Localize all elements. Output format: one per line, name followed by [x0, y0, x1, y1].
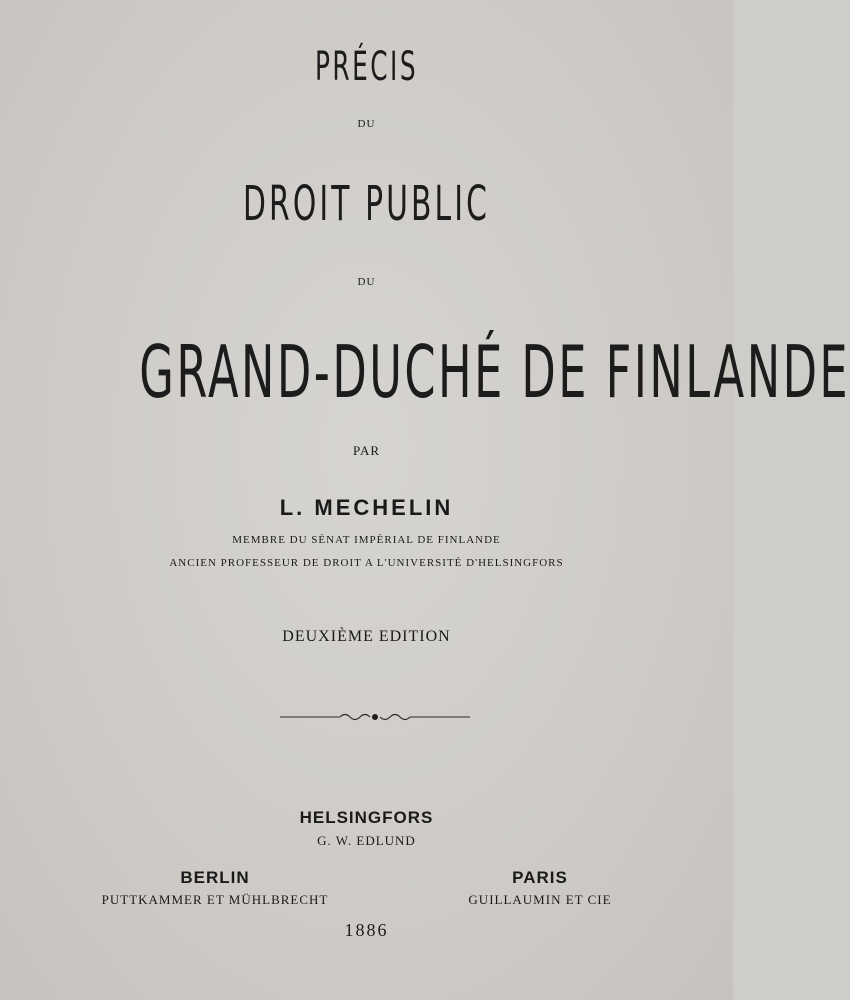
title-line-droit-public: DROIT PUBLIC — [243, 176, 490, 232]
imprint-publisher-right: GUILLAUMIN ET CIE — [468, 892, 612, 907]
imprint-publisher-main: G. W. EDLUND — [317, 833, 416, 848]
imprint-city-left: BERLIN — [180, 868, 250, 887]
by-label: PAR — [352, 443, 381, 458]
edition-label: DEUXIÈME EDITION — [282, 628, 451, 645]
author-role-2: ANCIEN PROFESSEUR DE DROIT A L'UNIVERSITÉ D'HELSINGFORS — [169, 557, 564, 569]
connector-du-2: DU — [357, 276, 376, 288]
title-line-precis: PRÉCIS — [314, 44, 419, 90]
imprint-city-right: PARIS — [512, 868, 568, 887]
ornamental-rule-icon — [280, 705, 470, 729]
imprint-right-column — [430, 868, 650, 908]
connector-du-1: DU — [357, 118, 376, 130]
author-name: L. MECHELIN — [279, 495, 454, 520]
publication-year: 1886 — [344, 920, 389, 940]
title-line-grand-duche: GRAND-DUCHÉ DE FINLANDE — [139, 330, 850, 414]
imprint-city-main: HELSINGFORS — [299, 808, 434, 827]
imprint-left-column — [80, 868, 350, 908]
author-role-1: MEMBRE DU SÉNAT IMPÉRIAL DE FINLANDE — [232, 534, 501, 546]
imprint-publisher-left: PUTTKAMMER ET MÜHLBRECHT — [101, 892, 329, 907]
